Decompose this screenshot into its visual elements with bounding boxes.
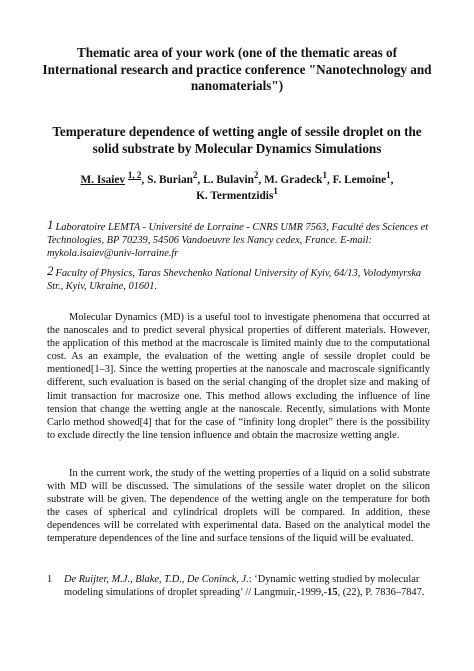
reference-item <box>47 573 430 599</box>
author-3 <box>203 170 265 186</box>
author-5 <box>332 170 394 186</box>
affiliation-text: Laboratoire LEMTA - Université de Lorraine - CNRS UMR 7563, Faculté des Sciences et Technologies, BP 70239, 54506 Vandoeuvre les Nancy cedex, France. E-mail: mykola.isaiev@univ-lorraine.fr <box>47 222 429 260</box>
body-paragraph-1: Molecular Dynamics (MD) is a useful tool to investigate phenomena that occurred at the nanoscales and to predict several physical properties of different materials. However, the application of this method at the macroscale is limited mainly due to the computational cost. As an example, the evaluation of the wetting angle of sessile droplet could be mentioned[1–3]. Since the wetting properties at the nanoscale and macroscale significantly different, such evaluation is based on the serial changing of the droplet size and making of limit transaction for macrosize one. This method allows excluding the influence of line tension that change the wetting angle at the nanoscale. Recently, simulations with Monte Carlo method showed[4] that for the case of “infinity long droplet” there is the possibility to exclude directly the line tension influence and obtain the macrosize wetting angle. <box>47 312 430 441</box>
author-2 <box>147 170 204 186</box>
body-paragraph-2: In the current work, the study of the wetting properties of a liquid on a solid substrate with MD will be discussed. The simulations of the sessile water droplet on the silicon substrate will be given. The dependence of the wetting angle on the temperature for both the cases of spherical and cylindrical droplets will be compared. In addition, these dependences will be correlated with experimental data. Based on the analytical model the temperature dependences of the line and surface tensions of the liquid will be evaluated. <box>47 468 430 545</box>
affiliation-2 <box>47 263 430 293</box>
affiliation-text: Faculty of Physics, Taras Shevchenko National University of Kyiv, 64/13, Volodymyrska Str., Kyiv, Ukraine, 01601. <box>47 268 422 293</box>
reference-text <box>64 573 430 599</box>
author-affiliation-sup: 1 <box>273 186 278 196</box>
author-affiliation-sup: 2 <box>253 170 259 180</box>
author-1 <box>80 170 148 186</box>
author-affiliation-sup: 1 <box>386 170 391 180</box>
reference-authors: De Ruijter, M.J., Blake, T.D., De Coninck, J. <box>64 574 249 585</box>
author-separator: , <box>326 174 333 186</box>
paper-title: Temperature dependence of wetting angle of sessile droplet on the solid substrate by Molecular Dynamics Simulations <box>52 124 422 156</box>
reference-volume: 15 <box>327 587 338 599</box>
author-name: M. Gradeck <box>264 174 323 186</box>
author-4 <box>264 170 333 186</box>
author-separator: , <box>141 174 148 186</box>
author-affiliation-sup: 1 <box>322 170 327 180</box>
author-affiliation-sup: 1, 2 <box>127 170 142 180</box>
author-6 <box>196 186 278 202</box>
author-separator: , <box>390 174 394 186</box>
author-name: L. Bulavin <box>203 174 254 186</box>
author-name: F. Lemoine <box>332 174 387 186</box>
affiliation-1 <box>47 217 430 261</box>
affiliation-number: 2 <box>47 263 54 278</box>
author-list <box>40 172 434 204</box>
reference-number: 1 <box>47 574 53 585</box>
thematic-area-heading: Thematic area of your work (one of the thematic areas of International research and practice conference "Nanotechnology and nanomaterials") <box>42 45 432 93</box>
author-name: S. Burian <box>147 174 193 186</box>
author-affiliation-sup: 2 <box>192 170 198 180</box>
author-separator: , <box>197 174 204 186</box>
reference-title-journal: : ‘Dynamic wetting studied by molecular modeling simulations of droplet spreading’ // Langmuir,-1999,- <box>64 574 420 599</box>
author-name: K. Termentzidis <box>196 190 274 202</box>
author-name: M. Isaiev <box>80 174 126 186</box>
affiliation-number: 1 <box>47 217 54 232</box>
reference-pages: , (22), P. 7836–7847. <box>337 587 425 599</box>
author-separator: , <box>258 174 265 186</box>
